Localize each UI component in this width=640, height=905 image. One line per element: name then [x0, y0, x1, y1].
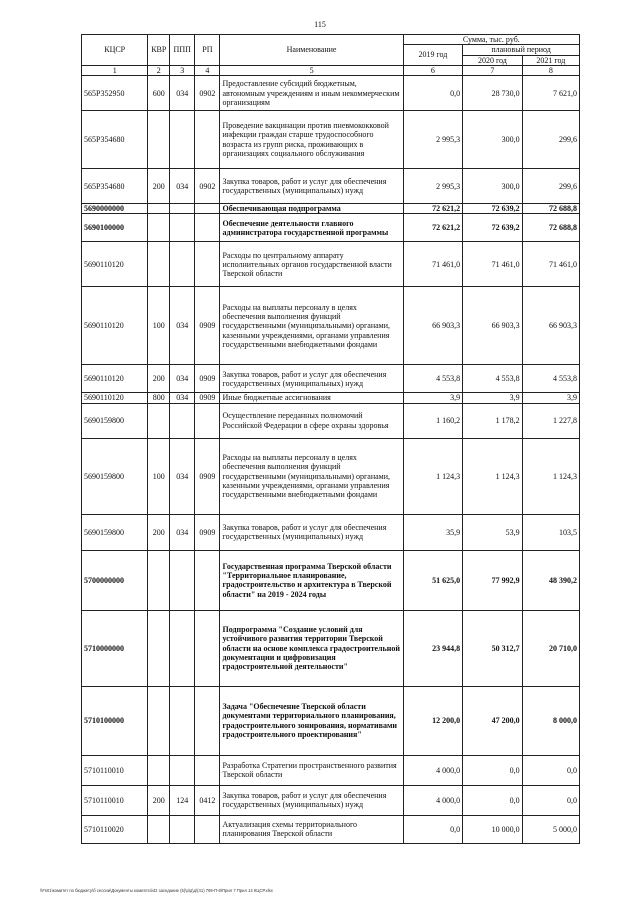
- cell-kcsr: 5710110010: [82, 755, 148, 785]
- cell-2019: 4 000,0: [403, 755, 463, 785]
- cell-name: Закупка товаров, работ и услуг для обеспечения государственных (муниципальных) нужд: [220, 365, 403, 393]
- table-row: [82, 755, 580, 785]
- cell-rp: [195, 550, 220, 610]
- cell-2020: 0,0: [463, 785, 523, 815]
- header-name: Наименование: [220, 35, 403, 66]
- cell-kvr: [148, 242, 170, 287]
- cell-2020: 300,0: [463, 111, 523, 169]
- cell-2020: 50 312,7: [463, 610, 523, 686]
- cell-2020: 66 903,3: [463, 287, 523, 365]
- column-number-row: [82, 65, 580, 75]
- header-sum-title: Сумма, тыс. руб.: [403, 35, 579, 45]
- cell-kcsr: 5690100000: [82, 214, 148, 242]
- cell-2020: 71 461,0: [463, 242, 523, 287]
- header-year-2020: 2020 год: [463, 55, 523, 65]
- cell-kcsr: 5690159800: [82, 403, 148, 438]
- cell-rp: [195, 686, 220, 755]
- cell-2019: 3,9: [403, 393, 463, 403]
- cell-ppp: 034: [170, 365, 195, 393]
- cell-ppp: 034: [170, 438, 195, 514]
- cell-ppp: 034: [170, 514, 195, 550]
- table-row: [82, 169, 580, 204]
- cell-2021: 0,0: [522, 785, 579, 815]
- cell-kvr: [148, 686, 170, 755]
- cell-kvr: 100: [148, 438, 170, 514]
- cell-name: Закупка товаров, работ и услуг для обеспечения государственных (муниципальных) нужд: [220, 785, 403, 815]
- cell-kcsr: 565Р352950: [82, 76, 148, 111]
- cell-ppp: 034: [170, 393, 195, 403]
- cell-2019: 4 553,8: [403, 365, 463, 393]
- table-row: [82, 214, 580, 242]
- cell-name: Проведение вакцинации против пневмококковой инфекции граждан старше трудоспособного возраста из групп риска, проживающих в организациях социального обслуживания: [220, 111, 403, 169]
- table-row: [82, 550, 580, 610]
- cell-name: Обеспечение деятельности главного администратора государственной программы: [220, 214, 403, 242]
- col-num: 8: [522, 65, 579, 75]
- header-year-2019: 2019 год: [403, 45, 463, 66]
- header-kvr: КВР: [148, 35, 170, 66]
- cell-ppp: 034: [170, 169, 195, 204]
- cell-2021: 4 553,8: [522, 365, 579, 393]
- cell-2020: 1 178,2: [463, 403, 523, 438]
- cell-2021: 5 000,0: [522, 815, 579, 843]
- cell-rp: 0909: [195, 438, 220, 514]
- cell-kvr: [148, 403, 170, 438]
- cell-2019: 72 621,2: [403, 204, 463, 214]
- cell-2019: 12 200,0: [403, 686, 463, 755]
- header-ppp: ППП: [170, 35, 195, 66]
- cell-name: Иные бюджетные ассигнования: [220, 393, 403, 403]
- cell-kcsr: 565Р354680: [82, 169, 148, 204]
- cell-ppp: [170, 686, 195, 755]
- cell-rp: 0909: [195, 514, 220, 550]
- cell-kvr: [148, 214, 170, 242]
- cell-rp: [195, 111, 220, 169]
- cell-kcsr: 5690110120: [82, 365, 148, 393]
- cell-2020: 0,0: [463, 755, 523, 785]
- cell-2019: 2 995,3: [403, 169, 463, 204]
- cell-kvr: 200: [148, 514, 170, 550]
- cell-2019: 66 903,3: [403, 287, 463, 365]
- cell-kcsr: 5710100000: [82, 686, 148, 755]
- cell-2019: 35,9: [403, 514, 463, 550]
- col-num: 6: [403, 65, 463, 75]
- cell-kvr: 200: [148, 785, 170, 815]
- cell-name: Предоставление субсидий бюджетным, автономным учреждениям и иным некоммерческим организациям: [220, 76, 403, 111]
- cell-2021: 8 000,0: [522, 686, 579, 755]
- cell-rp: [195, 214, 220, 242]
- cell-kcsr: 5690110120: [82, 287, 148, 365]
- cell-2021: 66 903,3: [522, 287, 579, 365]
- cell-2021: 72 688,8: [522, 204, 579, 214]
- cell-ppp: [170, 403, 195, 438]
- page-number: 115: [314, 20, 326, 29]
- cell-kcsr: 5690000000: [82, 204, 148, 214]
- cell-ppp: [170, 242, 195, 287]
- cell-2019: 71 461,0: [403, 242, 463, 287]
- table-row: [82, 815, 580, 843]
- cell-rp: 0902: [195, 169, 220, 204]
- cell-kcsr: 5710110020: [82, 815, 148, 843]
- cell-2019: 4 000,0: [403, 785, 463, 815]
- cell-ppp: 034: [170, 287, 195, 365]
- cell-name: Задача "Обеспечение Тверской области документами территориального планирования, градостроительного зонирования, нормативами градостроительного проектирования": [220, 686, 403, 755]
- table-row: [82, 242, 580, 287]
- col-num: 5: [220, 65, 403, 75]
- header-year-2021: 2021 год: [522, 55, 579, 65]
- cell-kvr: 100: [148, 287, 170, 365]
- cell-rp: 0412: [195, 785, 220, 815]
- cell-rp: 0909: [195, 393, 220, 403]
- table-row: [82, 111, 580, 169]
- table-row: [82, 287, 580, 365]
- cell-kvr: 600: [148, 76, 170, 111]
- table-row: [82, 76, 580, 111]
- col-num: 3: [170, 65, 195, 75]
- header-rp: РП: [195, 35, 220, 66]
- cell-2020: 3,9: [463, 393, 523, 403]
- cell-2021: 7 621,0: [522, 76, 579, 111]
- cell-2021: 103,5: [522, 514, 579, 550]
- cell-2021: 299,6: [522, 169, 579, 204]
- cell-2020: 10 000,0: [463, 815, 523, 843]
- cell-ppp: [170, 111, 195, 169]
- cell-kvr: 200: [148, 365, 170, 393]
- cell-2019: 2 995,3: [403, 111, 463, 169]
- cell-ppp: [170, 610, 195, 686]
- cell-2020: 300,0: [463, 169, 523, 204]
- table-row: [82, 438, 580, 514]
- cell-ppp: [170, 214, 195, 242]
- cell-ppp: 124: [170, 785, 195, 815]
- cell-2020: 53,9: [463, 514, 523, 550]
- cell-rp: 0902: [195, 76, 220, 111]
- table-row: [82, 610, 580, 686]
- cell-name: Закупка товаров, работ и услуг для обеспечения государственных (муниципальных) нужд: [220, 169, 403, 204]
- cell-kvr: [148, 550, 170, 610]
- cell-ppp: [170, 204, 195, 214]
- budget-table: [81, 34, 580, 844]
- cell-ppp: [170, 755, 195, 785]
- cell-2021: 1 124,3: [522, 438, 579, 514]
- cell-kvr: 800: [148, 393, 170, 403]
- col-num: 2: [148, 65, 170, 75]
- col-num: 1: [82, 65, 148, 75]
- cell-kcsr: 5690159800: [82, 514, 148, 550]
- cell-name: Закупка товаров, работ и услуг для обеспечения государственных (муниципальных) нужд: [220, 514, 403, 550]
- cell-kvr: [148, 111, 170, 169]
- cell-kvr: [148, 204, 170, 214]
- cell-2019: 72 621,2: [403, 214, 463, 242]
- cell-2019: 1 124,3: [403, 438, 463, 514]
- cell-kcsr: 5700000000: [82, 550, 148, 610]
- cell-2021: 299,6: [522, 111, 579, 169]
- table-row: [82, 204, 580, 214]
- header-plan-period: плановый период: [463, 45, 580, 55]
- cell-2021: 0,0: [522, 755, 579, 785]
- cell-2020: 72 639,2: [463, 204, 523, 214]
- table-row: [82, 686, 580, 755]
- cell-name: Актуализация схемы территориального планирования Тверской области: [220, 815, 403, 843]
- col-num: 4: [195, 65, 220, 75]
- cell-2021: 20 710,0: [522, 610, 579, 686]
- cell-ppp: [170, 815, 195, 843]
- cell-2021: 71 461,0: [522, 242, 579, 287]
- header-kcsr: КЦСР: [82, 35, 148, 66]
- cell-name: Государственная программа Тверской области "Территориальное планирование, градостроительство и архитектура в Тверской области" на 2019 - 2024 годы: [220, 550, 403, 610]
- cell-kvr: [148, 815, 170, 843]
- cell-2019: 1 160,2: [403, 403, 463, 438]
- cell-rp: [195, 204, 220, 214]
- cell-rp: [195, 403, 220, 438]
- cell-2020: 28 730,0: [463, 76, 523, 111]
- cell-2020: 1 124,3: [463, 438, 523, 514]
- cell-kvr: [148, 610, 170, 686]
- cell-2020: 77 992,9: [463, 550, 523, 610]
- cell-kvr: [148, 755, 170, 785]
- cell-ppp: 034: [170, 76, 195, 111]
- cell-2021: 72 688,8: [522, 214, 579, 242]
- cell-2019: 0,0: [403, 815, 463, 843]
- table-row: [82, 393, 580, 403]
- cell-kcsr: 5690159800: [82, 438, 148, 514]
- cell-rp: [195, 815, 220, 843]
- cell-kvr: 200: [148, 169, 170, 204]
- cell-name: Обеспечивающая подпрограмма: [220, 204, 403, 214]
- cell-2019: 51 625,0: [403, 550, 463, 610]
- cell-name: Расходы по центральному аппарату исполнительных органов государственной власти Тверской области: [220, 242, 403, 287]
- cell-kcsr: 5690110120: [82, 242, 148, 287]
- cell-rp: [195, 610, 220, 686]
- file-path-footer: \\Fs01\комитет по бюджету\б сессии\Документы комитета\42 заседание (5)\р\д\д\(41) 769-П-8\Прил 7 Прил 14 КЦСР.xlsx: [40, 888, 273, 893]
- cell-2019: 23 944,8: [403, 610, 463, 686]
- cell-kcsr: 5690110120: [82, 393, 148, 403]
- table-row: [82, 514, 580, 550]
- cell-name: Осуществление переданных полномочий Российской Федерации в сфере охраны здоровья: [220, 403, 403, 438]
- cell-2021: 48 390,2: [522, 550, 579, 610]
- col-num: 7: [463, 65, 523, 75]
- table-body: [82, 76, 580, 844]
- cell-rp: 0909: [195, 365, 220, 393]
- cell-2020: 4 553,8: [463, 365, 523, 393]
- cell-kcsr: 5710000000: [82, 610, 148, 686]
- table-row: [82, 403, 580, 438]
- cell-2019: 0,0: [403, 76, 463, 111]
- table-row: [82, 785, 580, 815]
- cell-kcsr: 565Р354680: [82, 111, 148, 169]
- table-row: [82, 365, 580, 393]
- cell-name: Расходы на выплаты персоналу в целях обеспечения выполнения функций государственными (муниципальными) органами, казенными учреждениями, органами управления государственными внебюджетными фондами: [220, 438, 403, 514]
- cell-ppp: [170, 550, 195, 610]
- cell-name: Разработка Стратегии пространственного развития Тверской области: [220, 755, 403, 785]
- cell-name: Подпрограмма "Создание условий для устойчивого развития территории Тверской области на основе комплекса градостроительной документации и цифровизация градостроительной деятельности": [220, 610, 403, 686]
- cell-2021: 1 227,8: [522, 403, 579, 438]
- cell-rp: [195, 755, 220, 785]
- cell-2021: 3,9: [522, 393, 579, 403]
- cell-2020: 47 200,0: [463, 686, 523, 755]
- cell-2020: 72 639,2: [463, 214, 523, 242]
- cell-kcsr: 5710110010: [82, 785, 148, 815]
- cell-rp: [195, 242, 220, 287]
- cell-rp: 0909: [195, 287, 220, 365]
- table-header: [82, 35, 580, 76]
- cell-name: Расходы на выплаты персоналу в целях обеспечения выполнения функций государственными (муниципальными) органами, казенными учреждениями, органами управления государственными внебюджетными фондами: [220, 287, 403, 365]
